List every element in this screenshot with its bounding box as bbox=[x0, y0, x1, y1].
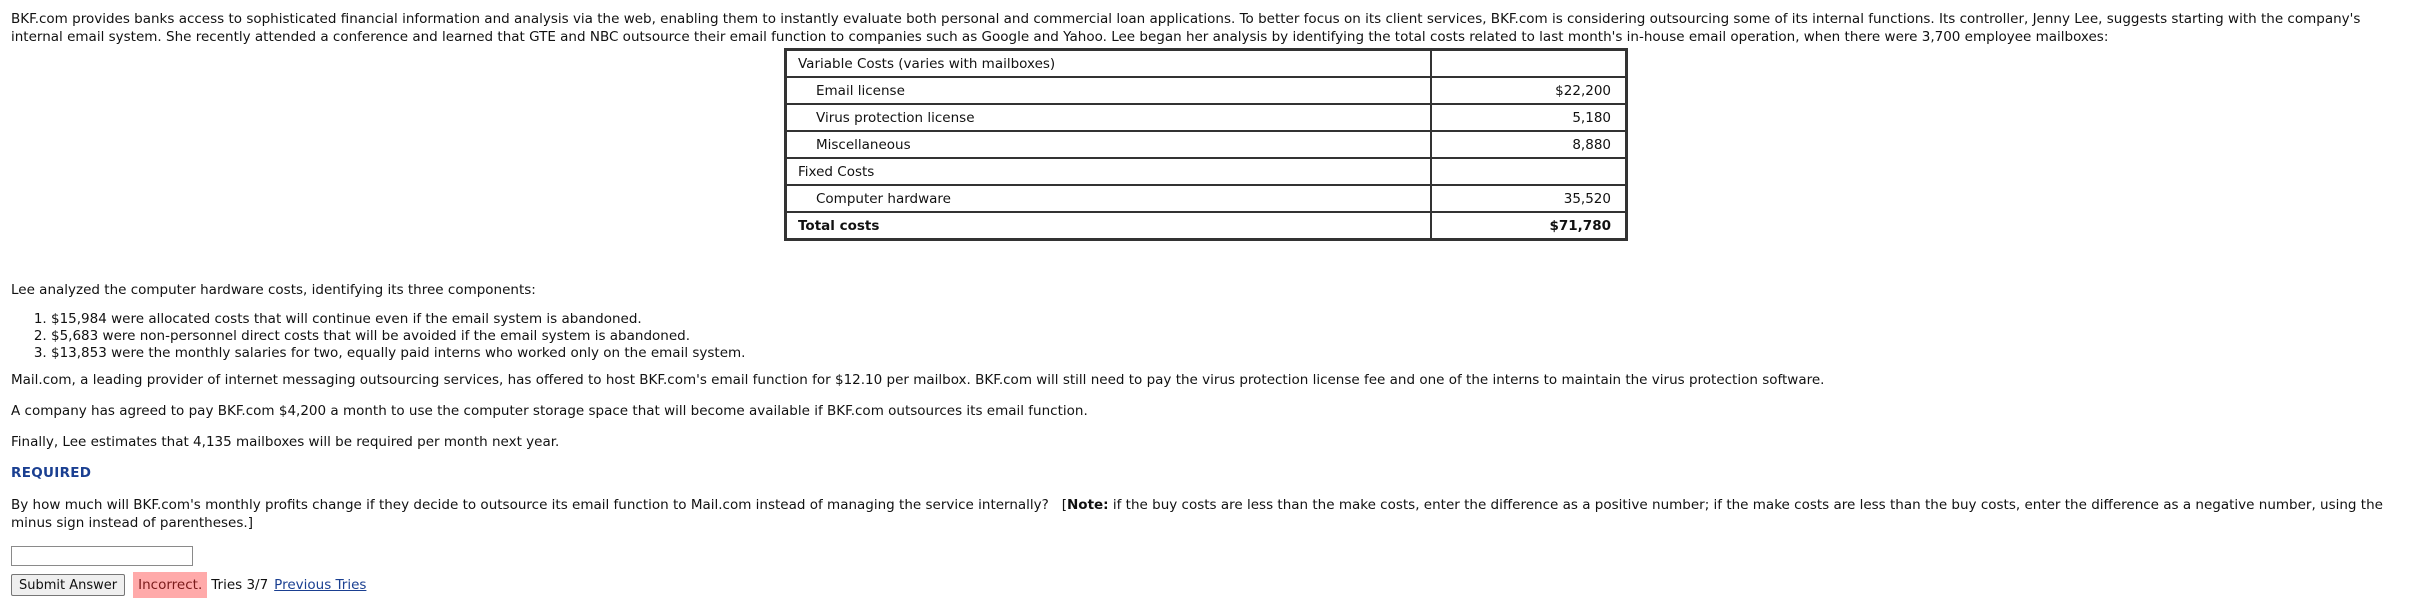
question-paragraph bbox=[11, 496, 2403, 532]
virus-protection-label: Virus protection license bbox=[786, 104, 1432, 131]
miscellaneous-label: Miscellaneous bbox=[786, 131, 1432, 158]
required-heading: REQUIRED bbox=[11, 465, 92, 481]
note-label: Note: bbox=[1067, 497, 1109, 513]
hardware-intro: Lee analyzed the computer hardware costs, identifying its three components: bbox=[11, 282, 536, 298]
note-open: [ bbox=[1061, 497, 1067, 513]
cost-table bbox=[784, 48, 1628, 241]
problem-body bbox=[11, 282, 2403, 532]
estimate-paragraph: Finally, Lee estimates that 4,135 mailboxes will be required per month next year. bbox=[11, 434, 560, 450]
miscellaneous-amount: 8,880 bbox=[1431, 131, 1627, 158]
submit-answer-button[interactable]: Submit Answer bbox=[11, 574, 125, 596]
virus-protection-amount: 5,180 bbox=[1431, 104, 1627, 131]
table-row bbox=[786, 185, 1627, 212]
empty-cell bbox=[1431, 50, 1627, 78]
computer-hardware-amount: 35,520 bbox=[1431, 185, 1627, 212]
email-license-amount: $22,200 bbox=[1431, 77, 1627, 104]
list-item: 2. $5,683 were non-personnel direct costs that will be avoided if the email system is abandoned. bbox=[51, 328, 2403, 345]
table-row bbox=[786, 77, 1627, 104]
table-row bbox=[786, 212, 1627, 240]
answer-input[interactable] bbox=[11, 546, 193, 566]
problem-page bbox=[11, 10, 2403, 46]
table-row bbox=[786, 104, 1627, 131]
fixed-costs-header: Fixed Costs bbox=[786, 158, 1432, 185]
agreement-paragraph: A company has agreed to pay BKF.com $4,200 a month to use the computer storage space that will become available if BKF.com outsources its email function. bbox=[11, 403, 1088, 419]
tries-counter: Tries 3/7 bbox=[211, 577, 269, 593]
offer-paragraph: Mail.com, a leading provider of internet messaging outsourcing services, has offered to host BKF.com's email function for $12.10 per mailbox. BKF.com will still need to pay the virus protection license fee and one of the interns to maintain the virus protection software. bbox=[11, 372, 1825, 388]
note-text: if the buy costs are less than the make costs, enter the difference as a positive number; if the make costs are less than the buy costs, enter the difference as a negative number, using the minus sign instead of parentheses.] bbox=[11, 497, 2383, 531]
variable-costs-header: Variable Costs (varies with mailboxes) bbox=[786, 50, 1432, 78]
list-item: 3. $13,853 were the monthly salaries for two, equally paid interns who worked only on the email system. bbox=[51, 345, 2403, 362]
table-row bbox=[786, 131, 1627, 158]
status-badge: Incorrect. bbox=[133, 572, 207, 598]
hardware-components-list bbox=[11, 311, 2403, 362]
total-costs-amount: $71,780 bbox=[1431, 212, 1627, 240]
previous-tries-link[interactable]: Previous Tries bbox=[274, 577, 367, 593]
email-license-label: Email license bbox=[786, 77, 1432, 104]
table-row bbox=[786, 50, 1627, 78]
answer-area bbox=[11, 546, 366, 598]
computer-hardware-label: Computer hardware bbox=[786, 185, 1432, 212]
empty-cell bbox=[1431, 158, 1627, 185]
list-item: 1. $15,984 were allocated costs that will continue even if the email system is abandoned. bbox=[51, 311, 2403, 328]
table-row bbox=[786, 158, 1627, 185]
total-costs-label: Total costs bbox=[786, 212, 1432, 240]
intro-paragraph: BKF.com provides banks access to sophisticated financial information and analysis via the web, enabling them to instantly evaluate both personal and commercial loan applications. To better focus on its client services, BKF.com is considering outsourcing some of its internal functions. Its controller, Jenny Lee, suggests starting with the company's internal email system. She recently attended a conference and learned that GTE and NBC outsource their email function to companies such as Google and Yahoo. Lee began her analysis by identifying the total costs related to last month's in-house email operation, when there were 3,700 employee mailboxes: bbox=[11, 11, 2361, 45]
question-text: By how much will BKF.com's monthly profits change if they decide to outsource its email function to Mail.com instead of managing the service internally? bbox=[11, 497, 1049, 513]
submit-row bbox=[11, 572, 366, 598]
